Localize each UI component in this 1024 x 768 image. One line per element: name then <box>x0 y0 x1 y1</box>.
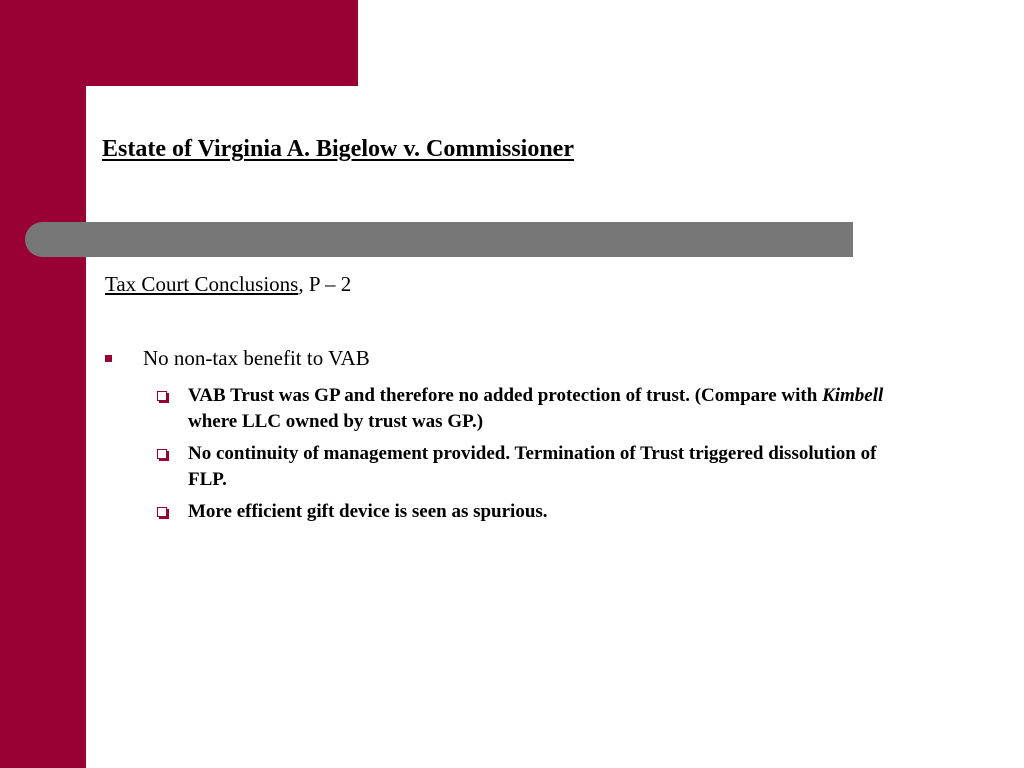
checkbox-bullet-icon <box>157 391 167 401</box>
sub-bullet-list <box>156 383 916 531</box>
sub-bullet-item <box>156 499 916 525</box>
sub-bullet-text: VAB Trust was GP and therefore no added protection of trust. (Compare with <box>188 385 823 406</box>
square-bullet-icon <box>105 355 112 362</box>
title-divider-bar <box>25 222 853 257</box>
slide-title: Estate of Virginia A. Bigelow v. Commissioner <box>102 136 574 162</box>
sub-bullet-text: No continuity of management provided. Termination of Trust triggered dissolution of FLP. <box>188 443 877 490</box>
checkbox-bullet-icon <box>157 507 167 517</box>
sub-bullet-item <box>156 441 916 493</box>
subtitle-underlined: Tax Court Conclusions <box>105 272 299 296</box>
sub-bullet-item <box>156 383 916 435</box>
sub-bullet-text: where LLC owned by trust was GP.) <box>188 411 484 432</box>
subtitle-rest: , P – 2 <box>298 272 352 296</box>
left-accent-band <box>0 0 86 768</box>
main-bullet-text: No non-tax benefit to VAB <box>143 346 370 370</box>
case-name-italic: Kimbell <box>822 385 884 406</box>
top-accent-band <box>0 0 358 86</box>
slide-subtitle <box>105 272 351 297</box>
checkbox-bullet-icon <box>157 449 167 459</box>
sub-bullet-text: More efficient gift device is seen as spurious. <box>188 501 548 522</box>
